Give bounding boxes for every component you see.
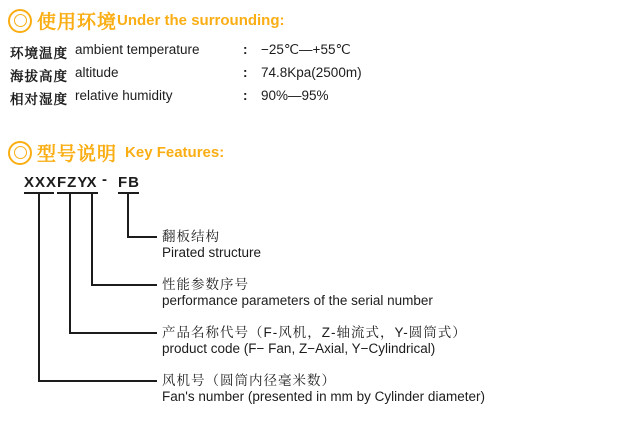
- model-code-dash: -: [102, 171, 107, 188]
- connector-elbow-product-code: [69, 332, 157, 334]
- section-model-title-en: Key Features:: [125, 144, 225, 161]
- diagram-label-en: Pirated structure: [162, 245, 262, 260]
- section-environment-heading: [8, 7, 285, 34]
- connector-line-suffix: [127, 193, 129, 238]
- spec-label-zh: 海拔高度: [10, 69, 68, 84]
- spec-label-en: ambient temperature: [75, 42, 200, 57]
- model-code-product-code: FZY: [57, 174, 86, 194]
- spec-colon: :: [243, 88, 248, 103]
- spec-value: 74.8Kpa(2500m): [261, 65, 362, 80]
- model-code-suffix: FB: [118, 174, 139, 194]
- section-environment-title-zh: 使用环境: [37, 12, 118, 33]
- section-model-heading: [8, 139, 224, 166]
- spec-colon: :: [243, 65, 248, 80]
- connector-elbow-fan-number: [38, 380, 157, 382]
- model-code-serial: X: [86, 174, 98, 194]
- diagram-label-fan-number: [162, 373, 485, 405]
- connector-line-product-code: [69, 193, 71, 334]
- diagram-label-zh: 产品名称代号（F-风机，Z-轴流式，Y-圆筒式）: [162, 325, 467, 340]
- connector-elbow-serial: [91, 284, 157, 286]
- spec-value: −25℃—+55℃: [261, 42, 351, 57]
- section-environment-title-en: Under the surrounding:: [117, 12, 285, 29]
- connector-line-serial: [91, 193, 93, 286]
- double-circle-icon-inner: [14, 14, 27, 27]
- connector-elbow-suffix: [127, 236, 157, 238]
- spec-label-zh: 环境温度: [10, 46, 68, 61]
- diagram-label-en: Fan's number (presented in mm by Cylinder diameter): [162, 389, 485, 404]
- diagram-label-zh: 风机号（圆筒内径毫米数）: [162, 373, 336, 388]
- spec-label-en: relative humidity: [75, 88, 173, 103]
- spec-label-en: altitude: [75, 65, 119, 80]
- diagram-label-zh: 性能参数序号: [162, 277, 249, 292]
- spec-label-zh: 相对湿度: [10, 92, 68, 107]
- diagram-label-serial-number: [162, 277, 433, 309]
- model-code-fan-number: XXX: [24, 174, 54, 194]
- diagram-label-pirated-structure: [162, 229, 261, 261]
- diagram-label-zh: 翻板结构: [162, 229, 220, 244]
- section-model-title-zh: 型号说明: [37, 144, 118, 165]
- spec-row-relative-humidity: [0, 88, 620, 107]
- spec-value: 90%—95%: [261, 88, 329, 103]
- double-circle-icon: [8, 9, 32, 33]
- spec-row-altitude: [0, 65, 620, 84]
- diagram-label-en: performance parameters of the serial number: [162, 293, 433, 308]
- diagram-label-en: product code (F− Fan, Z−Axial, Y−Cylindrical): [162, 341, 436, 356]
- connector-line-fan-number: [38, 193, 40, 382]
- diagram-label-product-code: [162, 325, 467, 357]
- spec-row-ambient-temperature: [0, 42, 620, 61]
- double-circle-icon-inner: [14, 146, 27, 159]
- double-circle-icon: [8, 141, 32, 165]
- spec-colon: :: [243, 42, 248, 57]
